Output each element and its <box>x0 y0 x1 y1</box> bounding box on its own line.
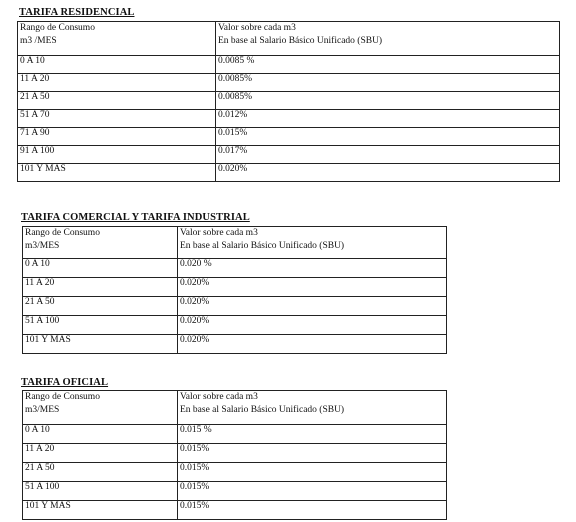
range-cell: 51 A 70 <box>18 110 216 128</box>
header-line: En base al Salario Básico Unificado (SBU) <box>218 35 383 46</box>
range-cell: 0 A 10 <box>23 425 178 444</box>
value-cell: 0.015% <box>216 128 560 146</box>
range-cell: 51 A 100 <box>23 482 178 501</box>
value-cell: 0.020% <box>178 316 447 335</box>
table-row <box>23 259 447 278</box>
column-header-valor <box>178 227 447 259</box>
header-line: En base al Salario Básico Unificado (SBU) <box>180 404 345 415</box>
range-cell: 21 A 50 <box>18 92 216 110</box>
range-cell: 21 A 50 <box>23 297 178 316</box>
value-cell: 0.015% <box>178 501 447 520</box>
table-title-residencial: TARIFA RESIDENCIAL <box>19 7 135 18</box>
table-header-row <box>23 391 447 425</box>
header-line: Rango de Consumo <box>20 23 95 33</box>
table-row <box>23 501 447 520</box>
range-cell: 91 A 100 <box>18 146 216 164</box>
table-row <box>23 316 447 335</box>
table-row <box>18 110 560 128</box>
header-line: Rango de Consumo <box>25 228 100 238</box>
range-cell: 0 A 10 <box>23 259 178 278</box>
header-line: m3/MES <box>25 240 60 251</box>
table-row <box>18 128 560 146</box>
range-cell: 71 A 90 <box>18 128 216 146</box>
table-row <box>23 297 447 316</box>
value-cell: 0.020% <box>178 335 447 354</box>
column-header-rango <box>18 22 216 56</box>
value-cell: 0.015 % <box>178 425 447 444</box>
header-line: Rango de Consumo <box>25 392 100 402</box>
value-cell: 0.020% <box>216 164 560 182</box>
header-line: m3 /MES <box>20 35 57 46</box>
header-line: Valor sobre cada m3 <box>218 23 296 33</box>
tarifa-residencial-table <box>17 21 560 182</box>
column-header-valor <box>178 391 447 425</box>
value-cell: 0.0085% <box>216 92 560 110</box>
value-cell: 0.0085% <box>216 74 560 92</box>
column-header-valor <box>216 22 560 56</box>
value-cell: 0.020% <box>178 278 447 297</box>
table-row <box>23 425 447 444</box>
table-row <box>18 164 560 182</box>
value-cell: 0.012% <box>216 110 560 128</box>
table-row <box>18 92 560 110</box>
table-row <box>18 74 560 92</box>
tarifa-oficial-table <box>22 390 447 520</box>
value-cell: 0.0085 % <box>216 56 560 74</box>
value-cell: 0.017% <box>216 146 560 164</box>
table-row <box>23 482 447 501</box>
table-title-comercial-industrial: TARIFA COMERCIAL Y TARIFA INDUSTRIAL <box>21 212 250 223</box>
table-row <box>23 278 447 297</box>
column-header-rango <box>23 227 178 259</box>
column-header-rango <box>23 391 178 425</box>
range-cell: 11 A 20 <box>23 278 178 297</box>
value-cell: 0.020% <box>178 297 447 316</box>
table-row <box>18 146 560 164</box>
header-line: Valor sobre cada m3 <box>180 392 258 402</box>
range-cell: 101 Y MAS <box>23 501 178 520</box>
tarifa-comercial-industrial-table <box>22 226 447 354</box>
header-line: Valor sobre cada m3 <box>180 228 258 238</box>
range-cell: 0 A 10 <box>18 56 216 74</box>
value-cell: 0.015% <box>178 482 447 501</box>
table-row <box>18 56 560 74</box>
range-cell: 21 A 50 <box>23 463 178 482</box>
value-cell: 0.015% <box>178 444 447 463</box>
table-row <box>23 335 447 354</box>
header-line: m3/MES <box>25 404 60 415</box>
table-header-row <box>18 22 560 56</box>
table-row <box>23 463 447 482</box>
table-row <box>23 444 447 463</box>
range-cell: 11 A 20 <box>18 74 216 92</box>
value-cell: 0.020 % <box>178 259 447 278</box>
table-header-row <box>23 227 447 259</box>
header-line: En base al Salario Básico Unificado (SBU) <box>180 240 345 251</box>
range-cell: 11 A 20 <box>23 444 178 463</box>
range-cell: 101 Y MAS <box>23 335 178 354</box>
range-cell: 51 A 100 <box>23 316 178 335</box>
range-cell: 101 Y MAS <box>18 164 216 182</box>
value-cell: 0.015% <box>178 463 447 482</box>
table-title-oficial: TARIFA OFICIAL <box>21 377 109 388</box>
